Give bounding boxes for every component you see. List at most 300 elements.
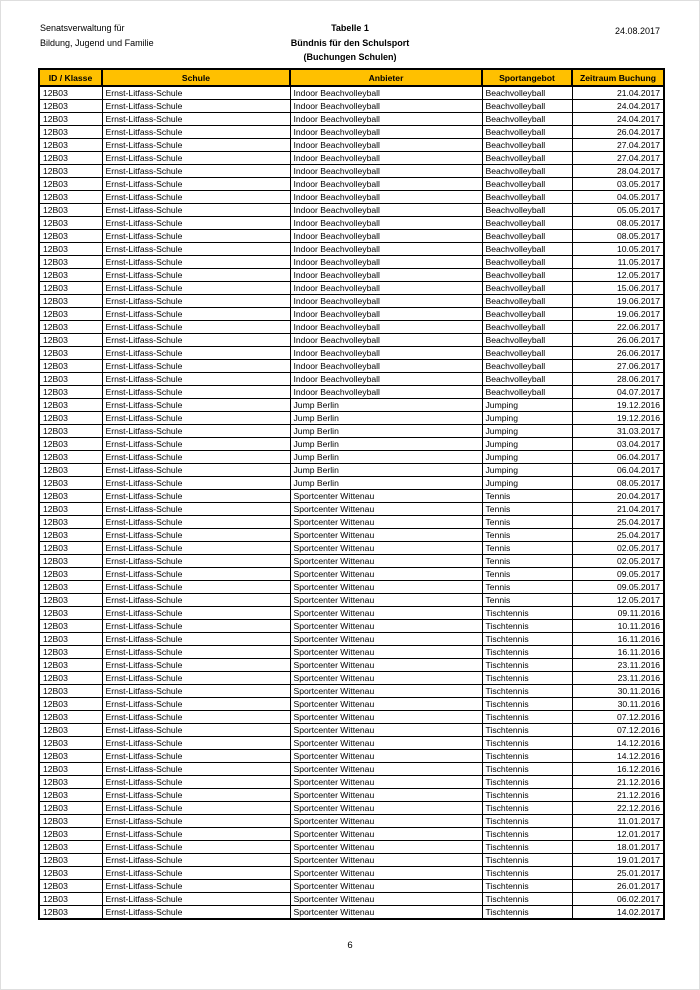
cell-schule: Ernst-Litfass-Schule xyxy=(102,594,290,607)
cell-anbieter: Indoor Beachvolleyball xyxy=(290,321,482,334)
cell-id-klasse: 12B03 xyxy=(39,854,102,867)
cell-zeitraum-buchung: 08.05.2017 xyxy=(572,230,664,243)
cell-sportangebot: Tischtennis xyxy=(482,750,572,763)
cell-schule: Ernst-Litfass-Schule xyxy=(102,516,290,529)
cell-anbieter: Indoor Beachvolleyball xyxy=(290,308,482,321)
cell-sportangebot: Tischtennis xyxy=(482,724,572,737)
table-row xyxy=(39,386,664,399)
cell-schule: Ernst-Litfass-Schule xyxy=(102,620,290,633)
cell-id-klasse: 12B03 xyxy=(39,763,102,776)
table-row xyxy=(39,503,664,516)
cell-anbieter: Indoor Beachvolleyball xyxy=(290,139,482,152)
table-row xyxy=(39,152,664,165)
cell-id-klasse: 12B03 xyxy=(39,672,102,685)
table-row xyxy=(39,86,664,100)
table-row xyxy=(39,464,664,477)
cell-anbieter: Sportcenter Wittenau xyxy=(290,906,482,920)
cell-zeitraum-buchung: 14.12.2016 xyxy=(572,750,664,763)
cell-sportangebot: Tischtennis xyxy=(482,815,572,828)
cell-schule: Ernst-Litfass-Schule xyxy=(102,113,290,126)
table-row xyxy=(39,581,664,594)
cell-zeitraum-buchung: 28.06.2017 xyxy=(572,373,664,386)
cell-sportangebot: Tischtennis xyxy=(482,828,572,841)
cell-id-klasse: 12B03 xyxy=(39,256,102,269)
cell-sportangebot: Jumping xyxy=(482,399,572,412)
cell-anbieter: Sportcenter Wittenau xyxy=(290,815,482,828)
cell-sportangebot: Tischtennis xyxy=(482,737,572,750)
cell-schule: Ernst-Litfass-Schule xyxy=(102,906,290,920)
table-row xyxy=(39,243,664,256)
cell-anbieter: Sportcenter Wittenau xyxy=(290,659,482,672)
cell-id-klasse: 12B03 xyxy=(39,282,102,295)
cell-sportangebot: Tischtennis xyxy=(482,906,572,920)
table-row xyxy=(39,711,664,724)
cell-schule: Ernst-Litfass-Schule xyxy=(102,789,290,802)
cell-zeitraum-buchung: 28.04.2017 xyxy=(572,165,664,178)
table-row xyxy=(39,477,664,490)
cell-id-klasse: 12B03 xyxy=(39,295,102,308)
cell-anbieter: Jump Berlin xyxy=(290,438,482,451)
table-row xyxy=(39,789,664,802)
cell-schule: Ernst-Litfass-Schule xyxy=(102,880,290,893)
table-row xyxy=(39,529,664,542)
cell-id-klasse: 12B03 xyxy=(39,451,102,464)
table-row xyxy=(39,776,664,789)
cell-zeitraum-buchung: 14.12.2016 xyxy=(572,737,664,750)
cell-anbieter: Sportcenter Wittenau xyxy=(290,555,482,568)
cell-schule: Ernst-Litfass-Schule xyxy=(102,529,290,542)
cell-anbieter: Indoor Beachvolleyball xyxy=(290,100,482,113)
table-row xyxy=(39,659,664,672)
cell-schule: Ernst-Litfass-Schule xyxy=(102,659,290,672)
cell-id-klasse: 12B03 xyxy=(39,86,102,100)
column-header-sportangebot: Sportangebot xyxy=(482,69,572,86)
cell-zeitraum-buchung: 19.12.2016 xyxy=(572,399,664,412)
table-row xyxy=(39,815,664,828)
cell-schule: Ernst-Litfass-Schule xyxy=(102,828,290,841)
cell-schule: Ernst-Litfass-Schule xyxy=(102,815,290,828)
cell-sportangebot: Beachvolleyball xyxy=(482,126,572,139)
cell-schule: Ernst-Litfass-Schule xyxy=(102,347,290,360)
cell-zeitraum-buchung: 02.05.2017 xyxy=(572,555,664,568)
cell-anbieter: Indoor Beachvolleyball xyxy=(290,347,482,360)
cell-anbieter: Sportcenter Wittenau xyxy=(290,763,482,776)
cell-anbieter: Indoor Beachvolleyball xyxy=(290,113,482,126)
cell-id-klasse: 12B03 xyxy=(39,347,102,360)
cell-schule: Ernst-Litfass-Schule xyxy=(102,295,290,308)
cell-schule: Ernst-Litfass-Schule xyxy=(102,256,290,269)
cell-sportangebot: Tischtennis xyxy=(482,672,572,685)
table-row xyxy=(39,555,664,568)
cell-anbieter: Sportcenter Wittenau xyxy=(290,828,482,841)
cell-zeitraum-buchung: 11.01.2017 xyxy=(572,815,664,828)
cell-sportangebot: Jumping xyxy=(482,438,572,451)
cell-zeitraum-buchung: 24.04.2017 xyxy=(572,100,664,113)
cell-anbieter: Indoor Beachvolleyball xyxy=(290,295,482,308)
cell-zeitraum-buchung: 12.01.2017 xyxy=(572,828,664,841)
cell-sportangebot: Beachvolleyball xyxy=(482,217,572,230)
document-subtitle: Bündnis für den Schulsport xyxy=(290,37,410,48)
cell-schule: Ernst-Litfass-Schule xyxy=(102,711,290,724)
cell-zeitraum-buchung: 26.06.2017 xyxy=(572,334,664,347)
cell-sportangebot: Tischtennis xyxy=(482,893,572,906)
table-row xyxy=(39,269,664,282)
cell-sportangebot: Tischtennis xyxy=(482,880,572,893)
cell-sportangebot: Beachvolleyball xyxy=(482,100,572,113)
cell-id-klasse: 12B03 xyxy=(39,477,102,490)
cell-id-klasse: 12B03 xyxy=(39,724,102,737)
cell-anbieter: Sportcenter Wittenau xyxy=(290,724,482,737)
cell-zeitraum-buchung: 30.11.2016 xyxy=(572,685,664,698)
cell-zeitraum-buchung: 20.04.2017 xyxy=(572,490,664,503)
table-row xyxy=(39,568,664,581)
table-row xyxy=(39,906,664,920)
cell-id-klasse: 12B03 xyxy=(39,308,102,321)
cell-zeitraum-buchung: 04.05.2017 xyxy=(572,191,664,204)
cell-id-klasse: 12B03 xyxy=(39,113,102,126)
table-row xyxy=(39,763,664,776)
cell-zeitraum-buchung: 05.05.2017 xyxy=(572,204,664,217)
table-row xyxy=(39,594,664,607)
cell-zeitraum-buchung: 07.12.2016 xyxy=(572,711,664,724)
table-row xyxy=(39,802,664,815)
bookings-table xyxy=(38,68,665,920)
table-row xyxy=(39,451,664,464)
cell-sportangebot: Beachvolleyball xyxy=(482,230,572,243)
cell-schule: Ernst-Litfass-Schule xyxy=(102,646,290,659)
cell-anbieter: Indoor Beachvolleyball xyxy=(290,386,482,399)
cell-zeitraum-buchung: 21.04.2017 xyxy=(572,86,664,100)
cell-zeitraum-buchung: 21.04.2017 xyxy=(572,503,664,516)
table-row xyxy=(39,841,664,854)
cell-schule: Ernst-Litfass-Schule xyxy=(102,633,290,646)
cell-zeitraum-buchung: 25.04.2017 xyxy=(572,529,664,542)
cell-sportangebot: Tischtennis xyxy=(482,620,572,633)
cell-id-klasse: 12B03 xyxy=(39,360,102,373)
cell-zeitraum-buchung: 27.04.2017 xyxy=(572,139,664,152)
cell-zeitraum-buchung: 09.11.2016 xyxy=(572,607,664,620)
cell-id-klasse: 12B03 xyxy=(39,841,102,854)
cell-sportangebot: Beachvolleyball xyxy=(482,360,572,373)
cell-sportangebot: Jumping xyxy=(482,451,572,464)
cell-schule: Ernst-Litfass-Schule xyxy=(102,425,290,438)
cell-anbieter: Indoor Beachvolleyball xyxy=(290,334,482,347)
cell-id-klasse: 12B03 xyxy=(39,152,102,165)
cell-id-klasse: 12B03 xyxy=(39,737,102,750)
table-row xyxy=(39,737,664,750)
table-row xyxy=(39,867,664,880)
cell-sportangebot: Tischtennis xyxy=(482,802,572,815)
cell-sportangebot: Tennis xyxy=(482,568,572,581)
cell-schule: Ernst-Litfass-Schule xyxy=(102,282,290,295)
cell-id-klasse: 12B03 xyxy=(39,490,102,503)
cell-zeitraum-buchung: 14.02.2017 xyxy=(572,906,664,920)
cell-schule: Ernst-Litfass-Schule xyxy=(102,217,290,230)
cell-zeitraum-buchung: 16.11.2016 xyxy=(572,633,664,646)
cell-zeitraum-buchung: 30.11.2016 xyxy=(572,698,664,711)
table-row xyxy=(39,100,664,113)
cell-anbieter: Indoor Beachvolleyball xyxy=(290,86,482,100)
cell-schule: Ernst-Litfass-Schule xyxy=(102,542,290,555)
cell-zeitraum-buchung: 06.04.2017 xyxy=(572,451,664,464)
cell-sportangebot: Beachvolleyball xyxy=(482,243,572,256)
table-row xyxy=(39,308,664,321)
table-row xyxy=(39,685,664,698)
cell-anbieter: Indoor Beachvolleyball xyxy=(290,282,482,295)
cell-anbieter: Indoor Beachvolleyball xyxy=(290,152,482,165)
table-row xyxy=(39,425,664,438)
cell-id-klasse: 12B03 xyxy=(39,438,102,451)
cell-anbieter: Indoor Beachvolleyball xyxy=(290,217,482,230)
table-row xyxy=(39,490,664,503)
column-header-anbieter: Anbieter xyxy=(290,69,482,86)
table-row xyxy=(39,191,664,204)
cell-id-klasse: 12B03 xyxy=(39,828,102,841)
cell-sportangebot: Jumping xyxy=(482,464,572,477)
cell-zeitraum-buchung: 11.05.2017 xyxy=(572,256,664,269)
cell-zeitraum-buchung: 21.12.2016 xyxy=(572,776,664,789)
cell-zeitraum-buchung: 19.12.2016 xyxy=(572,412,664,425)
table-row xyxy=(39,438,664,451)
cell-zeitraum-buchung: 15.06.2017 xyxy=(572,282,664,295)
table-row xyxy=(39,646,664,659)
cell-zeitraum-buchung: 22.06.2017 xyxy=(572,321,664,334)
table-row xyxy=(39,620,664,633)
cell-schule: Ernst-Litfass-Schule xyxy=(102,412,290,425)
cell-sportangebot: Beachvolleyball xyxy=(482,269,572,282)
table-row xyxy=(39,321,664,334)
document-header xyxy=(40,21,660,65)
cell-anbieter: Sportcenter Wittenau xyxy=(290,750,482,763)
cell-id-klasse: 12B03 xyxy=(39,503,102,516)
cell-id-klasse: 12B03 xyxy=(39,204,102,217)
cell-zeitraum-buchung: 25.04.2017 xyxy=(572,516,664,529)
column-header-schule: Schule xyxy=(102,69,290,86)
cell-anbieter: Sportcenter Wittenau xyxy=(290,711,482,724)
cell-sportangebot: Beachvolleyball xyxy=(482,113,572,126)
cell-id-klasse: 12B03 xyxy=(39,750,102,763)
table-row xyxy=(39,217,664,230)
cell-sportangebot: Tischtennis xyxy=(482,685,572,698)
cell-zeitraum-buchung: 16.12.2016 xyxy=(572,763,664,776)
cell-zeitraum-buchung: 23.11.2016 xyxy=(572,659,664,672)
table-row xyxy=(39,828,664,841)
cell-zeitraum-buchung: 26.06.2017 xyxy=(572,347,664,360)
cell-zeitraum-buchung: 04.07.2017 xyxy=(572,386,664,399)
table-row xyxy=(39,373,664,386)
cell-zeitraum-buchung: 02.05.2017 xyxy=(572,542,664,555)
cell-id-klasse: 12B03 xyxy=(39,555,102,568)
cell-sportangebot: Beachvolleyball xyxy=(482,165,572,178)
cell-anbieter: Indoor Beachvolleyball xyxy=(290,165,482,178)
cell-anbieter: Indoor Beachvolleyball xyxy=(290,243,482,256)
cell-anbieter: Indoor Beachvolleyball xyxy=(290,256,482,269)
cell-zeitraum-buchung: 08.05.2017 xyxy=(572,217,664,230)
cell-zeitraum-buchung: 18.01.2017 xyxy=(572,841,664,854)
cell-sportangebot: Beachvolleyball xyxy=(482,347,572,360)
cell-schule: Ernst-Litfass-Schule xyxy=(102,893,290,906)
column-header-id-klasse: ID / Klasse xyxy=(39,69,102,86)
cell-sportangebot: Tennis xyxy=(482,529,572,542)
cell-sportangebot: Tischtennis xyxy=(482,854,572,867)
table-header-row xyxy=(39,69,664,86)
cell-anbieter: Sportcenter Wittenau xyxy=(290,672,482,685)
cell-schule: Ernst-Litfass-Schule xyxy=(102,854,290,867)
cell-schule: Ernst-Litfass-Schule xyxy=(102,165,290,178)
cell-id-klasse: 12B03 xyxy=(39,412,102,425)
cell-schule: Ernst-Litfass-Schule xyxy=(102,490,290,503)
table-row xyxy=(39,672,664,685)
cell-id-klasse: 12B03 xyxy=(39,386,102,399)
cell-anbieter: Sportcenter Wittenau xyxy=(290,516,482,529)
cell-schule: Ernst-Litfass-Schule xyxy=(102,724,290,737)
cell-id-klasse: 12B03 xyxy=(39,646,102,659)
cell-schule: Ernst-Litfass-Schule xyxy=(102,230,290,243)
cell-zeitraum-buchung: 31.03.2017 xyxy=(572,425,664,438)
cell-schule: Ernst-Litfass-Schule xyxy=(102,308,290,321)
table-row xyxy=(39,854,664,867)
cell-sportangebot: Tennis xyxy=(482,542,572,555)
cell-sportangebot: Tennis xyxy=(482,503,572,516)
cell-id-klasse: 12B03 xyxy=(39,321,102,334)
cell-id-klasse: 12B03 xyxy=(39,399,102,412)
cell-sportangebot: Tischtennis xyxy=(482,698,572,711)
cell-anbieter: Sportcenter Wittenau xyxy=(290,503,482,516)
cell-sportangebot: Beachvolleyball xyxy=(482,386,572,399)
cell-anbieter: Indoor Beachvolleyball xyxy=(290,269,482,282)
cell-zeitraum-buchung: 27.06.2017 xyxy=(572,360,664,373)
cell-sportangebot: Tennis xyxy=(482,594,572,607)
cell-id-klasse: 12B03 xyxy=(39,815,102,828)
cell-schule: Ernst-Litfass-Schule xyxy=(102,568,290,581)
cell-zeitraum-buchung: 09.05.2017 xyxy=(572,581,664,594)
cell-anbieter: Jump Berlin xyxy=(290,477,482,490)
cell-anbieter: Sportcenter Wittenau xyxy=(290,542,482,555)
cell-schule: Ernst-Litfass-Schule xyxy=(102,321,290,334)
cell-sportangebot: Tischtennis xyxy=(482,646,572,659)
cell-sportangebot: Beachvolleyball xyxy=(482,204,572,217)
cell-schule: Ernst-Litfass-Schule xyxy=(102,139,290,152)
cell-anbieter: Indoor Beachvolleyball xyxy=(290,373,482,386)
page-number: 6 xyxy=(347,940,353,951)
cell-id-klasse: 12B03 xyxy=(39,906,102,920)
cell-anbieter: Sportcenter Wittenau xyxy=(290,880,482,893)
organization-block xyxy=(40,21,291,51)
table-row xyxy=(39,347,664,360)
cell-anbieter: Sportcenter Wittenau xyxy=(290,737,482,750)
cell-id-klasse: 12B03 xyxy=(39,178,102,191)
cell-anbieter: Sportcenter Wittenau xyxy=(290,789,482,802)
cell-anbieter: Sportcenter Wittenau xyxy=(290,698,482,711)
table-row xyxy=(39,230,664,243)
cell-id-klasse: 12B03 xyxy=(39,607,102,620)
cell-sportangebot: Beachvolleyball xyxy=(482,178,572,191)
cell-anbieter: Sportcenter Wittenau xyxy=(290,841,482,854)
table-row xyxy=(39,295,664,308)
table-row xyxy=(39,256,664,269)
cell-sportangebot: Tischtennis xyxy=(482,867,572,880)
cell-zeitraum-buchung: 26.01.2017 xyxy=(572,880,664,893)
table-row xyxy=(39,893,664,906)
cell-sportangebot: Tennis xyxy=(482,555,572,568)
cell-id-klasse: 12B03 xyxy=(39,230,102,243)
cell-zeitraum-buchung: 19.06.2017 xyxy=(572,308,664,321)
cell-sportangebot: Tennis xyxy=(482,581,572,594)
cell-schule: Ernst-Litfass-Schule xyxy=(102,867,290,880)
cell-anbieter: Indoor Beachvolleyball xyxy=(290,191,482,204)
cell-anbieter: Sportcenter Wittenau xyxy=(290,867,482,880)
cell-anbieter: Indoor Beachvolleyball xyxy=(290,230,482,243)
table-row xyxy=(39,178,664,191)
cell-sportangebot: Beachvolleyball xyxy=(482,282,572,295)
table-row xyxy=(39,399,664,412)
cell-zeitraum-buchung: 10.11.2016 xyxy=(572,620,664,633)
table-row xyxy=(39,698,664,711)
cell-anbieter: Sportcenter Wittenau xyxy=(290,581,482,594)
cell-anbieter: Indoor Beachvolleyball xyxy=(290,178,482,191)
cell-schule: Ernst-Litfass-Schule xyxy=(102,763,290,776)
table-row xyxy=(39,607,664,620)
cell-sportangebot: Tischtennis xyxy=(482,711,572,724)
cell-zeitraum-buchung: 12.05.2017 xyxy=(572,594,664,607)
cell-id-klasse: 12B03 xyxy=(39,243,102,256)
cell-sportangebot: Beachvolleyball xyxy=(482,152,572,165)
cell-zeitraum-buchung: 10.05.2017 xyxy=(572,243,664,256)
cell-sportangebot: Beachvolleyball xyxy=(482,139,572,152)
cell-schule: Ernst-Litfass-Schule xyxy=(102,269,290,282)
cell-id-klasse: 12B03 xyxy=(39,789,102,802)
cell-sportangebot: Jumping xyxy=(482,477,572,490)
cell-schule: Ernst-Litfass-Schule xyxy=(102,399,290,412)
table-row xyxy=(39,633,664,646)
cell-sportangebot: Beachvolleyball xyxy=(482,86,572,100)
cell-schule: Ernst-Litfass-Schule xyxy=(102,204,290,217)
cell-anbieter: Sportcenter Wittenau xyxy=(290,646,482,659)
cell-sportangebot: Tischtennis xyxy=(482,776,572,789)
cell-anbieter: Sportcenter Wittenau xyxy=(290,490,482,503)
cell-anbieter: Sportcenter Wittenau xyxy=(290,620,482,633)
cell-id-klasse: 12B03 xyxy=(39,711,102,724)
table-row xyxy=(39,412,664,425)
cell-anbieter: Sportcenter Wittenau xyxy=(290,607,482,620)
cell-anbieter: Indoor Beachvolleyball xyxy=(290,360,482,373)
cell-zeitraum-buchung: 12.05.2017 xyxy=(572,269,664,282)
cell-schule: Ernst-Litfass-Schule xyxy=(102,191,290,204)
cell-anbieter: Sportcenter Wittenau xyxy=(290,568,482,581)
cell-schule: Ernst-Litfass-Schule xyxy=(102,477,290,490)
document-title: Tabelle 1 xyxy=(331,23,369,33)
document-title-block xyxy=(291,21,410,65)
cell-anbieter: Sportcenter Wittenau xyxy=(290,893,482,906)
cell-id-klasse: 12B03 xyxy=(39,893,102,906)
cell-sportangebot: Tennis xyxy=(482,516,572,529)
cell-sportangebot: Beachvolleyball xyxy=(482,191,572,204)
cell-anbieter: Jump Berlin xyxy=(290,451,482,464)
cell-schule: Ernst-Litfass-Schule xyxy=(102,451,290,464)
cell-sportangebot: Beachvolleyball xyxy=(482,321,572,334)
document-date: 24.08.2017 xyxy=(614,26,660,36)
cell-sportangebot: Jumping xyxy=(482,425,572,438)
table-row xyxy=(39,282,664,295)
cell-sportangebot: Tennis xyxy=(482,490,572,503)
cell-id-klasse: 12B03 xyxy=(39,139,102,152)
cell-sportangebot: Tischtennis xyxy=(482,763,572,776)
cell-sportangebot: Beachvolleyball xyxy=(482,295,572,308)
cell-anbieter: Sportcenter Wittenau xyxy=(290,854,482,867)
cell-id-klasse: 12B03 xyxy=(39,269,102,282)
cell-anbieter: Jump Berlin xyxy=(290,399,482,412)
cell-id-klasse: 12B03 xyxy=(39,425,102,438)
